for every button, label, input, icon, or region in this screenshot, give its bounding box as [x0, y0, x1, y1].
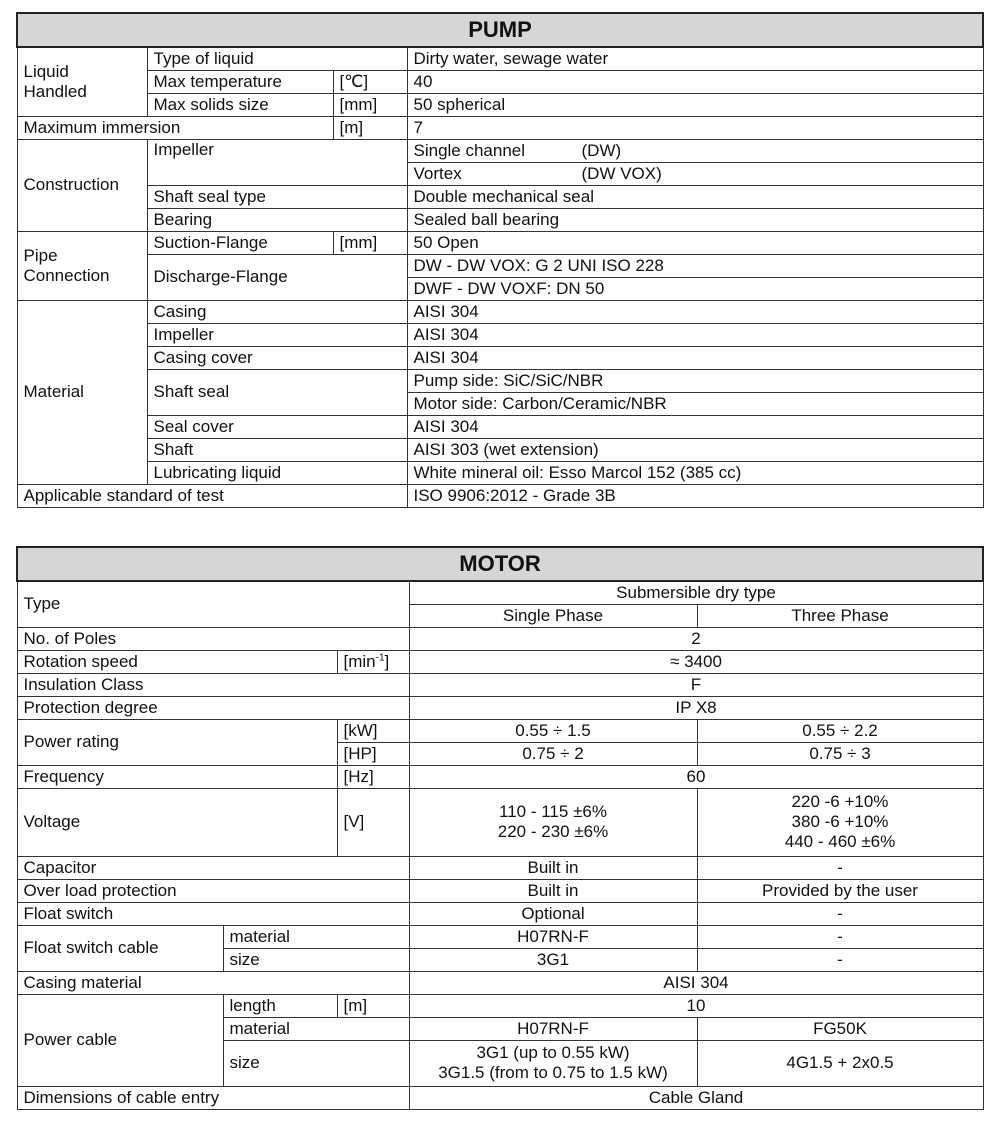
overload-single: Built in — [409, 879, 697, 902]
casing-value: AISI 304 — [407, 300, 983, 323]
frequency-label: Frequency — [17, 765, 337, 788]
shaft-seal-type-value: Double mechanical seal — [407, 185, 983, 208]
max-solids-value: 50 spherical — [407, 93, 983, 116]
float-cable-size-three: - — [697, 948, 983, 971]
impeller-type-2: Vortex — [413, 163, 462, 183]
rotation-speed-unit: $[\min^{-1}]$ — [337, 650, 409, 673]
capacitor-three: - — [697, 856, 983, 879]
cable-entry-value: Cable Gland — [409, 1086, 983, 1109]
impeller-label: Impeller — [147, 139, 407, 185]
power-rating-unit-hp: [HP] — [337, 742, 409, 765]
capacitor-label: Capacitor — [17, 856, 409, 879]
max-solids-unit: [mm] — [333, 93, 407, 116]
three-phase-header: Three Phase — [697, 604, 983, 627]
float-cable-material-label: material — [223, 925, 409, 948]
type-of-liquid-value: Dirty water, sewage water — [407, 47, 983, 70]
standard-test-label: Applicable standard of test — [17, 484, 407, 507]
shaft-seal-value-1: Pump side: SiC/SiC/NBR — [407, 369, 983, 392]
float-switch-label: Float switch — [17, 902, 409, 925]
power-cable-size-single: 3G1 (up to 0.55 kW) 3G1.5 (from to 0.75 to 1.5 kW) — [409, 1040, 697, 1086]
discharge-flange-label: Discharge-Flange — [147, 254, 407, 300]
rotation-speed-label: Rotation speed — [17, 650, 337, 673]
seal-cover-value: AISI 304 — [407, 415, 983, 438]
suction-flange-label: Suction-Flange — [147, 231, 333, 254]
shaft-value: AISI 303 (wet extension) — [407, 438, 983, 461]
max-immersion-value: 7 — [407, 116, 983, 139]
impeller-code-2: (DW VOX) — [581, 163, 662, 183]
rotation-speed-value: ≈ 3400 — [409, 650, 983, 673]
lubricating-liquid-value: White mineral oil: Esso Marcol 152 (385 cc) — [407, 461, 983, 484]
protection-degree-label: Protection degree — [17, 696, 409, 719]
lubricating-liquid-label: Lubricating liquid — [147, 461, 407, 484]
max-temperature-value: 40 — [407, 70, 983, 93]
type-label: Type — [17, 581, 409, 627]
float-switch-three: - — [697, 902, 983, 925]
impeller-type-1: Single channel — [413, 140, 526, 160]
float-cable-material-three: - — [697, 925, 983, 948]
voltage-single: 110 - 115 ±6% 220 - 230 ±6% — [409, 788, 697, 856]
capacitor-single: Built in — [409, 856, 697, 879]
float-cable-size-label: size — [223, 948, 409, 971]
power-rating-label: Power rating — [17, 719, 337, 765]
max-temperature-unit: [℃] — [333, 70, 407, 93]
max-solids-label: Max solids size — [147, 93, 333, 116]
shaft-label: Shaft — [147, 438, 407, 461]
power-cable-material-single: H07RN-F — [409, 1017, 697, 1040]
motor-table — [16, 546, 984, 1110]
bearing-value: Sealed ball bearing — [407, 208, 983, 231]
power-cable-length-label: length — [223, 994, 337, 1017]
overload-label: Over load protection — [17, 879, 409, 902]
float-cable-material-single: H07RN-F — [409, 925, 697, 948]
power-cable-label: Power cable — [17, 994, 223, 1086]
shaft-seal-value-2: Motor side: Carbon/Ceramic/NBR — [407, 392, 983, 415]
casing-cover-value: AISI 304 — [407, 346, 983, 369]
power-cable-length-value: 10 — [409, 994, 983, 1017]
discharge-flange-value-1: DW - DW VOX: G 2 UNI ISO 228 — [407, 254, 983, 277]
protection-degree-value: IP X8 — [409, 696, 983, 719]
casing-cover-label: Casing cover — [147, 346, 407, 369]
casing-label: Casing — [147, 300, 407, 323]
type-of-liquid-label: Type of liquid — [147, 47, 407, 70]
pump-table — [16, 12, 984, 508]
cable-entry-label: Dimensions of cable entry — [17, 1086, 409, 1109]
pipe-connection-label: Pipe Connection — [17, 231, 147, 300]
casing-material-value: AISI 304 — [409, 971, 983, 994]
poles-label: No. of Poles — [17, 627, 409, 650]
float-cable-label: Float switch cable — [17, 925, 223, 971]
shaft-seal-type-label: Shaft seal type — [147, 185, 407, 208]
power-cable-size-three: 4G1.5 + 2x0.5 — [697, 1040, 983, 1086]
power-cable-material-three: FG50K — [697, 1017, 983, 1040]
power-cable-material-label: material — [223, 1017, 409, 1040]
type-header: Submersible dry type — [409, 581, 983, 604]
suction-flange-unit: [mm] — [333, 231, 407, 254]
pump-title: PUMP — [17, 13, 983, 47]
casing-material-label: Casing material — [17, 971, 409, 994]
max-immersion-unit: [m] — [333, 116, 407, 139]
power-cable-size-label: size — [223, 1040, 409, 1086]
insulation-class-label: Insulation Class — [17, 673, 409, 696]
overload-three: Provided by the user — [697, 879, 983, 902]
poles-value: 2 — [409, 627, 983, 650]
construction-label: Construction — [17, 139, 147, 231]
shaft-seal-label: Shaft seal — [147, 369, 407, 415]
power-kw-single: 0.55 ÷ 1.5 — [409, 719, 697, 742]
liquid-handled-label: Liquid Handled — [17, 47, 147, 116]
seal-cover-label: Seal cover — [147, 415, 407, 438]
voltage-label: Voltage — [17, 788, 337, 856]
voltage-three: 220 -6 +10% 380 -6 +10% 440 - 460 ±6% — [697, 788, 983, 856]
power-kw-three: 0.55 ÷ 2.2 — [697, 719, 983, 742]
bearing-label: Bearing — [147, 208, 407, 231]
suction-flange-value: 50 Open — [407, 231, 983, 254]
float-switch-single: Optional — [409, 902, 697, 925]
impeller-material-label: Impeller — [147, 323, 407, 346]
motor-title: MOTOR — [17, 547, 983, 581]
float-cable-size-single: 3G1 — [409, 948, 697, 971]
voltage-unit: [V] — [337, 788, 409, 856]
max-immersion-label: Maximum immersion — [17, 116, 333, 139]
standard-test-value: ISO 9906:2012 - Grade 3B — [407, 484, 983, 507]
insulation-class-value: F — [409, 673, 983, 696]
impeller-material-value: AISI 304 — [407, 323, 983, 346]
impeller-value-1 — [407, 139, 983, 162]
discharge-flange-value-2: DWF - DW VOXF: DN 50 — [407, 277, 983, 300]
material-label: Material — [17, 300, 147, 484]
frequency-unit: [Hz] — [337, 765, 409, 788]
power-rating-unit-kw: [kW] — [337, 719, 409, 742]
power-hp-three: 0.75 ÷ 3 — [697, 742, 983, 765]
impeller-value-2 — [407, 162, 983, 185]
power-hp-single: 0.75 ÷ 2 — [409, 742, 697, 765]
single-phase-header: Single Phase — [409, 604, 697, 627]
impeller-code-1: (DW) — [581, 140, 622, 160]
max-temperature-label: Max temperature — [147, 70, 333, 93]
power-cable-length-unit: [m] — [337, 994, 409, 1017]
frequency-value: 60 — [409, 765, 983, 788]
